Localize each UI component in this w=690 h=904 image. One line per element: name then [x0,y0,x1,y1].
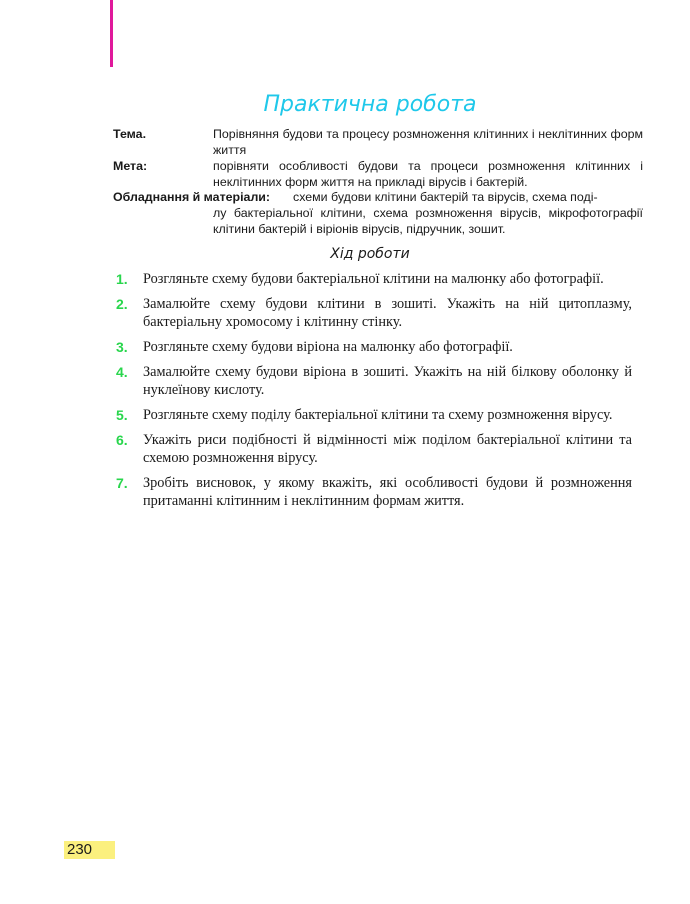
step-text: Зробіть висновок, у якому вкажіть, які особливості будови й розмноження притаманні клітинним і неклітинним формам життя. [143,475,632,509]
step-text: Укажіть риси подібності й відмінності між поділом бактеріальної клітини та схемою розмноження вірусу. [143,432,632,466]
step-item [116,474,632,510]
step-number: 1. [116,271,128,287]
step-number: 2. [116,296,128,312]
equipment-text-line1: схеми будови клітини бактерій та вірусів, схема поді- [293,190,598,204]
step-item [116,363,632,399]
step-text: Замалюйте схему будови клітини в зошиті. Укажіть на ній цитоплазму, бактеріальну хромосому і клітинну стінку. [143,296,632,330]
page-number: 230 [64,841,115,859]
topic-label: Тема. [113,127,147,141]
step-number: 5. [116,407,128,423]
step-text: Замалюйте схему будови віріона в зошиті. Укажіть на ній білкову оболонку й нуклеїнову кислоту. [143,364,632,398]
goal-label: Мета: [113,159,148,173]
equipment-label: Обладнання й матеріали: [113,190,271,204]
step-number: 4. [116,364,128,380]
steps-list [116,270,632,517]
equipment-text-rest: лу бактеріальної клітини, схема розмноження вірусів, мікрофотографії клітини бактерій і віріонів вірусів, підручник, зошит. [213,206,643,236]
step-number: 6. [116,432,128,448]
topic-text: Порівняння будови та процесу розмноження клітинних і неклітинних форм життя [213,127,643,157]
step-item [116,270,632,288]
page-title: Практична робота [263,92,477,117]
step-text: Розгляньте схему будови віріона на малюнку або фотографії. [143,339,513,355]
goal-text: порівняти особливості будови та процеси розмноження клітинних і неклітинних форм життя на прикладі вірусів і бактерій. [213,159,643,189]
equipment-row [113,189,643,237]
side-accent-bar [110,0,113,67]
step-item [116,431,632,467]
step-item [116,295,632,331]
step-item [116,338,632,356]
step-number: 3. [116,339,128,355]
step-item [116,406,632,424]
topic-row [113,126,643,158]
step-text: Розгляньте схему будови бактеріальної клітини на малюнку або фотографії. [143,271,604,287]
goal-row [113,158,643,190]
step-number: 7. [116,475,128,491]
procedure-title: Хід роботи [330,246,410,262]
step-text: Розгляньте схему поділу бактеріальної клітини та схему розмноження вірусу. [143,407,613,423]
